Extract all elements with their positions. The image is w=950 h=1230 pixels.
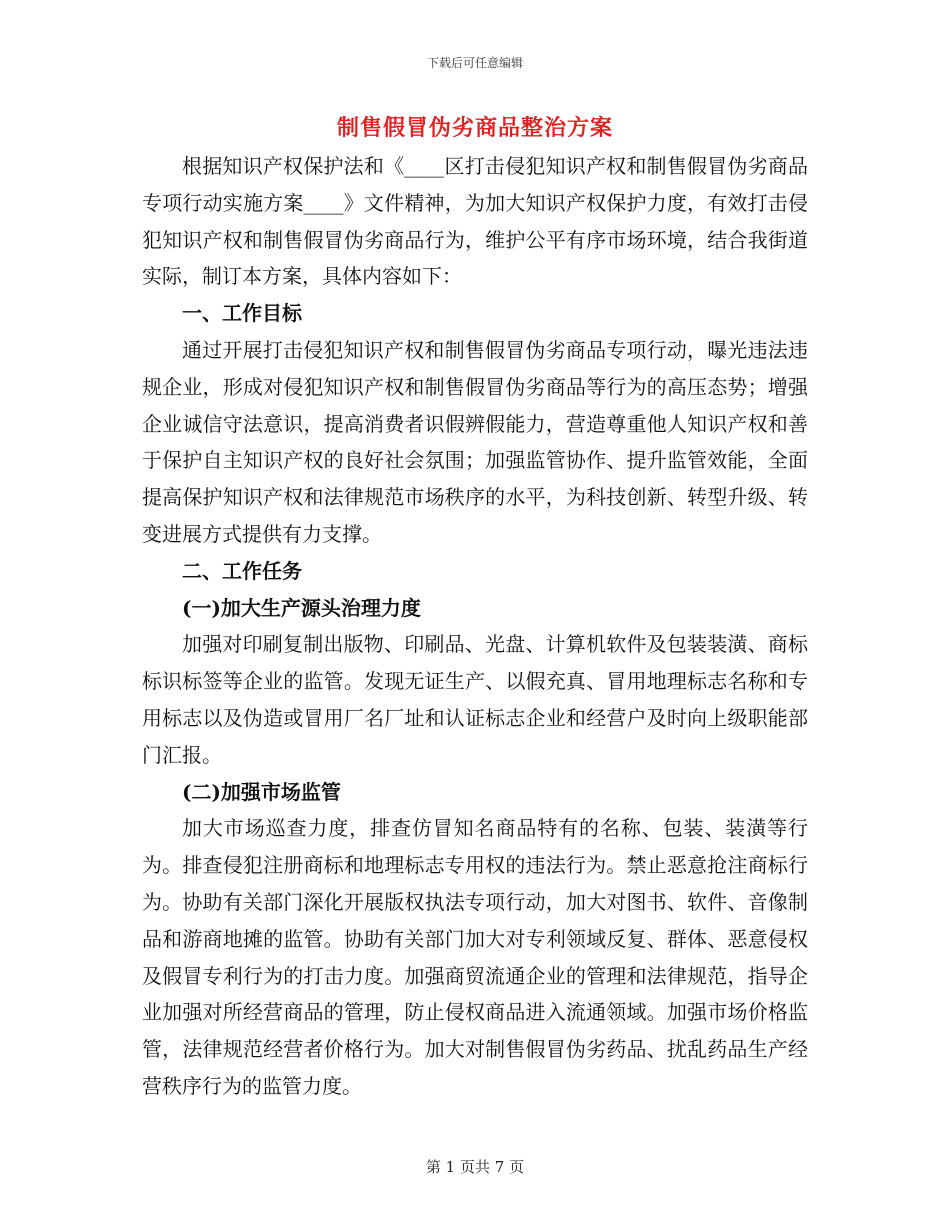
intro-paragraph: 根据知识产权保护法和《____区打击侵犯知识产权和制售假冒伪劣商品专项行动实施方案____》文件精神，为加大知识产权保护力度，有效打击侵犯知识产权和制售假冒伪劣商品行为，维护公平有序市场环境，结合我街道实际，制订本方案，具体内容如下：: [142, 154, 808, 289]
source-paragraph: 加强对印刷复制出版物、印刷品、光盘、计算机软件及包装装潢、商标标识标签等企业的监管。发现无证生产、以假充真、冒用地理标志名称和专用标志以及伪造或冒用厂名厂址和认证标志企业和经营户及时向上级职能部门汇报。: [142, 632, 808, 767]
market-paragraph: 加大市场巡查力度，排查仿冒知名商品特有的名称、包装、装潢等行为。排查侵犯注册商标和地理标志专用权的违法行为。禁止恶意抢注商标行为。协助有关部门深化开展版权执法专项行动，加大对图书、软件、音像制品和游商地摊的监管。协助有关部门加大对专利领域反复、群体、恶意侵权及假冒专利行为的打击力度。加强商贸流通企业的管理和法律规范，指导企业加强对所经营商品的管理，防止侵权商品进入流通领域。加强市场价格监管，法律规范经营者价格行为。加大对制售假冒伪劣药品、扰乱药品生产经营秩序行为的监管力度。: [142, 816, 808, 1098]
goals-paragraph: 通过开展打击侵犯知识产权和制售假冒伪劣商品专项行动，曝光违法违规企业，形成对侵犯知识产权和制售假冒伪劣商品等行为的高压态势；增强企业诚信守法意识，提高消费者识假辨假能力，营造尊重他人知识产权和善于保护自主知识产权的良好社会氛围；加强监管协作、提升监管效能，全面提高保护知识产权和法律规范市场秩序的水平，为科技创新、转型升级、转变进展方式提供有力支撑。: [142, 337, 808, 546]
subsection-heading-source: (一)加大生产源头治理力度: [182, 595, 421, 620]
page-footer: [0, 1156, 950, 1177]
footer-page-number: 1: [445, 1158, 456, 1176]
document-body: [142, 108, 808, 1105]
footer-suffix: 页: [509, 1158, 525, 1176]
section-heading-goals: 一、工作目标: [182, 301, 302, 326]
page-header: 下载后可任意编辑: [426, 56, 523, 70]
footer-middle: 页共: [459, 1158, 490, 1176]
footer-prefix: 第: [425, 1158, 441, 1176]
section-heading-tasks: 二、工作任务: [182, 558, 302, 583]
subsection-heading-market: (二)加强市场监管: [182, 779, 341, 804]
document-title: 制售假冒伪劣商品整治方案: [336, 115, 613, 141]
footer-total-pages: 7: [494, 1158, 505, 1176]
